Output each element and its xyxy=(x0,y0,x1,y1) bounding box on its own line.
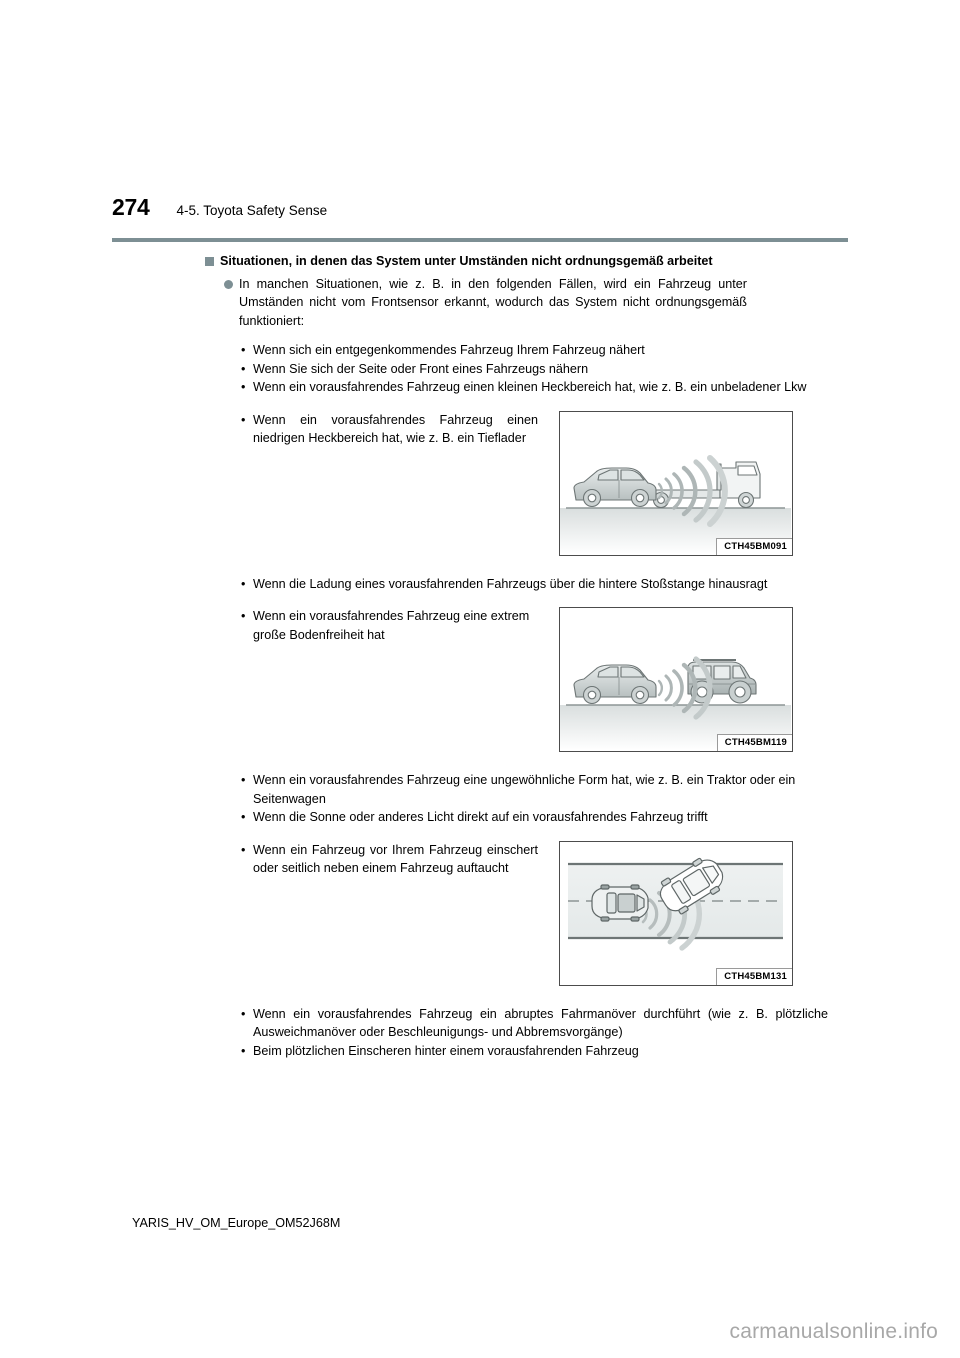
list-item-text: Wenn sich ein entgegenkommendes Fahrzeug Ihrem Fahrzeug nähert xyxy=(253,343,645,357)
header-rule xyxy=(112,238,848,242)
intro-paragraph xyxy=(224,275,848,331)
figure-lowbed-truck xyxy=(559,411,793,556)
bullet-dot-icon: • xyxy=(241,576,246,591)
figure-cut-in-vehicle xyxy=(559,841,793,986)
figure-high-clearance-suv xyxy=(559,607,793,752)
list-item xyxy=(241,575,848,594)
list-item-text: Wenn ein Fahrzeug vor Ihrem Fahrzeug einschert oder seitlich neben einem Fahrzeug auftaucht xyxy=(253,842,538,875)
section-title: 4-5. Toyota Safety Sense xyxy=(176,202,328,218)
list-item-text: Wenn Sie sich der Seite oder Front eines Fahrzeugs nähern xyxy=(253,361,589,376)
list-item xyxy=(241,841,538,878)
list-item xyxy=(241,1005,848,1042)
figure-cut-in-vehicle-illustration xyxy=(560,842,791,984)
figure-lowbed-truck-illustration xyxy=(560,412,791,554)
list-item-text: Wenn ein vorausfahrendes Fahrzeug einen kleinen Heckbereich hat, wie z. B. ein unbeladener Lkw xyxy=(253,380,807,394)
subsection-heading xyxy=(205,252,848,271)
list-item xyxy=(241,341,848,360)
bullet-list-4 xyxy=(241,607,538,644)
site-watermark: carmanualsonline.info xyxy=(729,1320,938,1343)
list-item xyxy=(241,360,848,379)
bullet-list-5 xyxy=(241,771,848,827)
list-item xyxy=(241,1042,848,1061)
list-item-text: Wenn ein vorausfahrendes Fahrzeug eine extrem große Bodenfreiheit hat xyxy=(253,609,530,642)
bullet-dot-icon: • xyxy=(241,810,246,824)
figure-row-1 xyxy=(112,411,848,556)
square-bullet-icon xyxy=(205,257,214,266)
list-item xyxy=(241,808,848,827)
figure-row-2 xyxy=(112,607,848,752)
bullet-dot-icon: • xyxy=(241,380,246,394)
list-item xyxy=(241,607,538,644)
list-item-text: Wenn ein vorausfahrendes Fahrzeug eine ungewöhnliche Form hat, wie z. B. ein Traktor oder ein Seitenwagen xyxy=(253,773,796,806)
bullet-list-2 xyxy=(241,411,538,448)
list-item xyxy=(241,411,538,448)
page-content xyxy=(112,252,848,1060)
round-bullet-icon xyxy=(224,280,233,289)
bullet-list-3 xyxy=(241,575,848,594)
figure-caption: CTH45BM119 xyxy=(717,734,792,751)
bullet-dot-icon: • xyxy=(241,412,246,427)
bullet-list-7 xyxy=(241,1005,848,1061)
bullet-dot-icon: • xyxy=(241,1043,246,1058)
page-number: 274 xyxy=(112,194,150,220)
bullet-dot-icon: • xyxy=(241,609,246,623)
bullet-dot-icon: • xyxy=(241,773,246,787)
figure-caption: CTH45BM091 xyxy=(716,538,792,555)
list-item xyxy=(241,378,848,397)
page-header xyxy=(112,196,848,219)
bullet-dot-icon: • xyxy=(241,1006,246,1021)
bullet-dot-icon: • xyxy=(241,842,246,857)
list-item-text: Wenn ein vorausfahrendes Fahrzeug einen niedrigen Heckbereich hat, wie z. B. ein Tieflader xyxy=(253,412,538,445)
list-item-text: Beim plötzlichen Einscheren hinter einem vorausfahrenden Fahrzeug xyxy=(253,1043,639,1058)
list-item-text: Wenn ein vorausfahrendes Fahrzeug ein abruptes Fahrmanöver durchführt (wie z. B. plötzliche Ausweichmanöver oder Beschleunigungs- und Abbremsvorgänge) xyxy=(253,1006,828,1039)
document-id-footer: YARIS_HV_OM_Europe_OM52J68M xyxy=(132,1216,341,1230)
subsection-heading-text: Situationen, in denen das System unter Umständen nicht ordnungsgemäß arbeitet xyxy=(220,254,713,268)
bullet-list-1 xyxy=(241,341,848,397)
bullet-dot-icon: • xyxy=(241,361,246,376)
bullet-list-6 xyxy=(241,841,538,878)
intro-paragraph-text: In manchen Situationen, wie z. B. in den folgenden Fällen, wird ein Fahrzeug unter Umständen nicht vom Frontsensor erkannt, wodurch das System nicht ordnungsgemäß funktioniert: xyxy=(239,276,747,328)
figure-row-3 xyxy=(112,841,848,986)
figure-high-clearance-suv-illustration xyxy=(560,608,791,750)
list-item-text: Wenn die Ladung eines vorausfahrenden Fahrzeugs über die hintere Stoßstange hinausragt xyxy=(253,576,768,591)
list-item xyxy=(241,771,848,808)
bullet-dot-icon: • xyxy=(241,343,246,357)
figure-caption: CTH45BM131 xyxy=(716,968,792,985)
list-item-text: Wenn die Sonne oder anderes Licht direkt auf ein vorausfahrendes Fahrzeug trifft xyxy=(253,810,708,824)
